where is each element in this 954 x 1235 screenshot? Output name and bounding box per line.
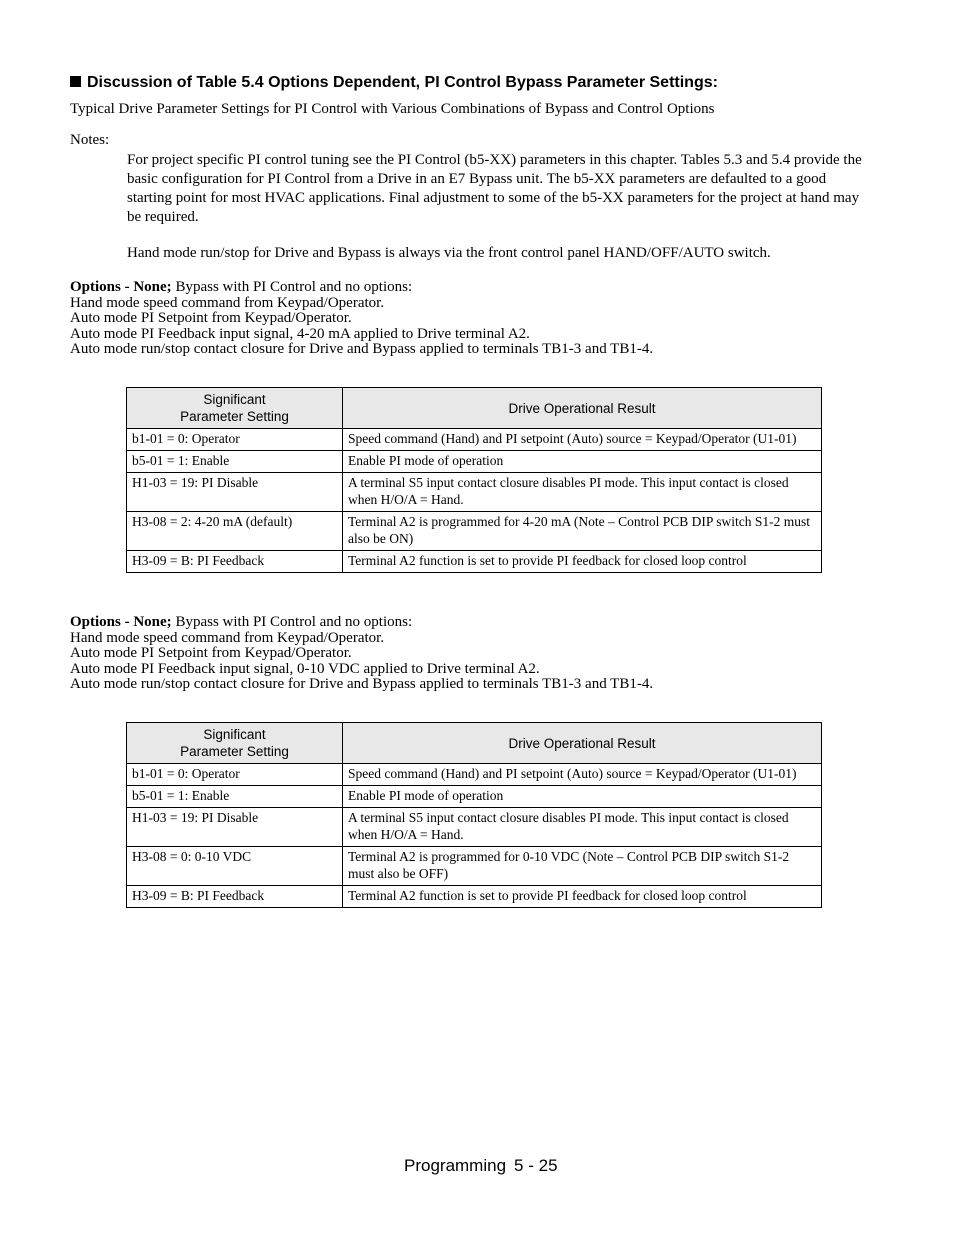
operational-result-cell: Terminal A2 is programmed for 4-20 mA (Note – Control PCB DIP switch S1-2 must also be ON) (343, 512, 822, 551)
section-heading (70, 74, 718, 92)
parameter-table (126, 387, 822, 573)
note-paragraph: For project specific PI control tuning see the PI Control (b5-XX) parameters in this chapter. Tables 5.3 and 5.4 provide the basic configuration for PI Control from a Drive in an E7 Bypass unit. The b5-XX parameters are defaulted to a good starting point for most HVAC applications. Final adjustment to some of the b5-XX parameters for the project at hand may be required. (127, 152, 862, 225)
table-row (127, 451, 822, 473)
parameter-setting-cell: H3-08 = 2: 4-20 mA (default) (127, 512, 343, 551)
header-line: Significant (203, 392, 266, 407)
table-row (127, 551, 822, 573)
header-line: Parameter Setting (180, 409, 289, 424)
operational-result-cell: Terminal A2 function is set to provide PI feedback for closed loop control (343, 551, 822, 573)
header-line: Significant (203, 727, 266, 742)
parameter-setting-cell: H3-09 = B: PI Feedback (127, 551, 343, 573)
operational-result-cell: Enable PI mode of operation (343, 451, 822, 473)
table-row (127, 764, 822, 786)
parameter-setting-cell: b5-01 = 1: Enable (127, 451, 343, 473)
table-header-row (127, 388, 822, 429)
header-drive-operational-result: Drive Operational Result (343, 723, 822, 764)
options-title-bold: Options - None; (70, 279, 172, 295)
note-paragraph: Hand mode run/stop for Drive and Bypass is always via the front control panel HAND/OFF/AUTO switch. (127, 245, 771, 261)
table-row (127, 847, 822, 886)
operational-result-cell: Speed command (Hand) and PI setpoint (Auto) source = Keypad/Operator (U1-01) (343, 764, 822, 786)
options-line: Auto mode PI Feedback input signal, 4-20 mA applied to Drive terminal A2. (70, 325, 530, 342)
options-title-rest: Bypass with PI Control and no options: (171, 279, 413, 295)
options-line: Hand mode speed command from Keypad/Operator. (70, 629, 385, 646)
operational-result-cell: Terminal A2 function is set to provide PI feedback for closed loop control (343, 886, 822, 908)
table-row (127, 473, 822, 512)
header-significant-parameter-setting (127, 388, 343, 429)
options-line: Auto mode PI Setpoint from Keypad/Operator. (70, 310, 352, 326)
header-line: Parameter Setting (180, 744, 289, 759)
table-header-row (127, 723, 822, 764)
square-bullet-icon (70, 76, 81, 87)
options-block (70, 615, 653, 693)
operational-result-cell: A terminal S5 input contact closure disables PI mode. This input contact is closed when H/O/A = Hand. (343, 808, 822, 847)
header-significant-parameter-setting (127, 723, 343, 764)
header-drive-operational-result: Drive Operational Result (343, 388, 822, 429)
options-line: Hand mode speed command from Keypad/Operator. (70, 294, 385, 311)
operational-result-cell: A terminal S5 input contact closure disables PI mode. This input contact is closed when H/O/A = Hand. (343, 473, 822, 512)
footer-section: Programming (404, 1156, 507, 1175)
parameter-setting-cell: b1-01 = 0: Operator (127, 764, 343, 786)
options-block (70, 280, 653, 358)
parameter-setting-cell: H3-09 = B: PI Feedback (127, 886, 343, 908)
table-row (127, 512, 822, 551)
parameter-table (126, 722, 822, 908)
section-heading-text: Discussion of Table 5.4 Options Dependent, PI Control Bypass Parameter Settings: (87, 74, 718, 91)
options-line: Auto mode run/stop contact closure for Drive and Bypass applied to terminals TB1-3 and TB1-4. (70, 676, 654, 692)
page-footer (404, 1156, 558, 1176)
notes-label: Notes: (70, 132, 110, 148)
options-line: Auto mode PI Feedback input signal, 0-10 VDC applied to Drive terminal A2. (70, 660, 540, 677)
subtitle: Typical Drive Parameter Settings for PI Control with Various Combinations of Bypass and Control Options (70, 101, 715, 117)
options-title-rest: Bypass with PI Control and no options: (171, 614, 413, 630)
options-title-bold: Options - None; (70, 614, 172, 630)
table-row (127, 786, 822, 808)
options-line: Auto mode PI Setpoint from Keypad/Operator. (70, 645, 352, 661)
parameter-setting-cell: H1-03 = 19: PI Disable (127, 808, 343, 847)
options-title (70, 615, 653, 631)
options-title (70, 280, 653, 296)
parameter-setting-cell: b5-01 = 1: Enable (127, 786, 343, 808)
parameter-setting-cell: H1-03 = 19: PI Disable (127, 473, 343, 512)
parameter-setting-cell: H3-08 = 0: 0-10 VDC (127, 847, 343, 886)
operational-result-cell: Speed command (Hand) and PI setpoint (Auto) source = Keypad/Operator (U1-01) (343, 429, 822, 451)
table-row (127, 429, 822, 451)
table-row (127, 886, 822, 908)
table-row (127, 808, 822, 847)
parameter-setting-cell: b1-01 = 0: Operator (127, 429, 343, 451)
options-line: Auto mode run/stop contact closure for Drive and Bypass applied to terminals TB1-3 and TB1-4. (70, 341, 654, 357)
page-number: 5 - 25 (514, 1156, 558, 1175)
operational-result-cell: Enable PI mode of operation (343, 786, 822, 808)
operational-result-cell: Terminal A2 is programmed for 0-10 VDC (Note – Control PCB DIP switch S1-2 must also be OFF) (343, 847, 822, 886)
